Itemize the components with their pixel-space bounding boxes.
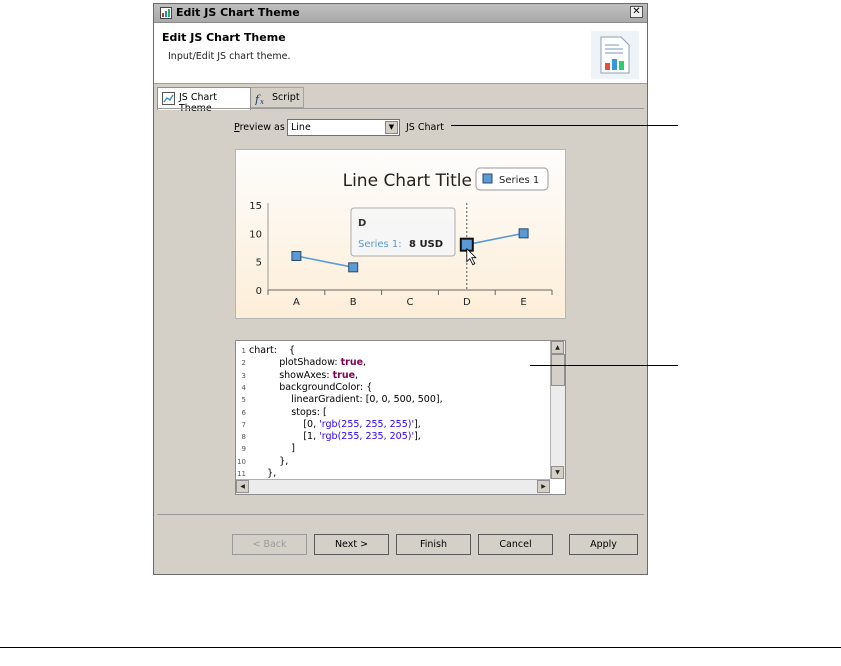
tab-label: Script bbox=[272, 92, 300, 103]
tooltip-value: 8 USD bbox=[409, 239, 444, 250]
svg-text:x: x bbox=[260, 98, 264, 105]
code-line bbox=[236, 345, 295, 357]
code-token: }, bbox=[249, 455, 289, 467]
label-rest: review as bbox=[239, 122, 285, 133]
y-tick-label: 15 bbox=[249, 201, 262, 212]
code-line bbox=[236, 357, 366, 369]
chart-kind-label: JS Chart bbox=[406, 122, 444, 133]
next-button[interactable]: Next > bbox=[314, 534, 389, 555]
x-tick-label: A bbox=[292, 297, 300, 308]
banner-description: Input/Edit JS chart theme. bbox=[168, 51, 291, 62]
script-editor[interactable] bbox=[235, 340, 566, 495]
preview-type-select[interactable] bbox=[287, 119, 400, 136]
edit-js-chart-theme-dialog bbox=[153, 3, 648, 575]
back-button[interactable]: < Back bbox=[232, 534, 307, 555]
chart-title: Line Chart Title bbox=[342, 171, 472, 191]
horizontal-scrollbar[interactable] bbox=[236, 479, 550, 494]
tooltip-series-label: Series 1: bbox=[358, 239, 402, 250]
line-number: 9 bbox=[241, 445, 246, 454]
tab-divider bbox=[157, 108, 644, 109]
line-number: 10 bbox=[237, 457, 246, 466]
legend-label: Series 1 bbox=[499, 175, 540, 186]
line-number: 11 bbox=[237, 470, 246, 478]
code-token: plotShadow: bbox=[249, 357, 341, 369]
scroll-left-icon[interactable]: ◀ bbox=[236, 480, 249, 493]
x-tick-label: E bbox=[520, 297, 527, 308]
code-token: [0, bbox=[249, 418, 320, 430]
code-token: stops: [ bbox=[249, 406, 327, 418]
code-token: linearGradient: [0, 0, 500, 500], bbox=[249, 394, 443, 406]
tab-js-chart-theme[interactable] bbox=[157, 87, 251, 110]
line-number: 7 bbox=[241, 420, 246, 429]
scroll-down-icon[interactable]: ▼ bbox=[551, 466, 564, 479]
tooltip-category: D bbox=[358, 218, 367, 229]
line-number: 8 bbox=[241, 433, 246, 442]
code-token: 'rgb(255, 235, 205)' bbox=[319, 431, 415, 443]
code-line bbox=[236, 443, 295, 455]
y-tick-label: 10 bbox=[249, 229, 262, 241]
button-bar-separator bbox=[157, 514, 644, 515]
banner-heading: Edit JS Chart Theme bbox=[162, 31, 286, 44]
data-point bbox=[349, 263, 358, 272]
finish-button[interactable]: Finish bbox=[396, 534, 471, 555]
apply-button[interactable]: Apply bbox=[569, 534, 638, 555]
line-number: 1 bbox=[241, 347, 246, 355]
tab-label: JS Chart bbox=[179, 92, 217, 103]
code-line bbox=[236, 370, 358, 382]
data-point bbox=[519, 229, 528, 238]
code-token: ] bbox=[249, 443, 295, 455]
data-point bbox=[292, 252, 301, 261]
scroll-right-icon[interactable]: ▶ bbox=[537, 480, 550, 493]
cancel-button[interactable]: Cancel bbox=[478, 534, 553, 555]
y-tick-label: 5 bbox=[255, 257, 262, 269]
chevron-down-icon[interactable]: ▼ bbox=[385, 121, 398, 134]
line-number: 4 bbox=[241, 383, 246, 392]
series-line bbox=[467, 233, 524, 244]
y-tick-label: 0 bbox=[255, 286, 262, 297]
code-token: true bbox=[332, 369, 356, 381]
wizard-banner bbox=[154, 23, 647, 84]
select-value: Line bbox=[291, 122, 311, 133]
page-bottom-rule bbox=[0, 647, 841, 648]
scroll-thumb[interactable] bbox=[551, 354, 565, 386]
chart-theme-icon bbox=[162, 92, 175, 105]
code-token: chart: { bbox=[249, 345, 296, 356]
code-token: }, bbox=[249, 468, 277, 479]
code-line bbox=[236, 431, 421, 443]
code-line bbox=[236, 394, 443, 406]
code-line bbox=[236, 382, 372, 394]
preview-as-label bbox=[234, 122, 285, 133]
code-line bbox=[236, 407, 327, 419]
code-line bbox=[236, 419, 421, 431]
code-token: 'rgb(255, 255, 255)' bbox=[319, 418, 415, 430]
wizard-document-icon bbox=[591, 31, 639, 79]
tab-script[interactable] bbox=[251, 87, 304, 108]
code-token: , bbox=[363, 357, 367, 369]
window-title: Edit JS Chart Theme bbox=[176, 6, 300, 19]
vertical-scrollbar[interactable] bbox=[550, 341, 565, 479]
callout-line-editor bbox=[530, 365, 678, 366]
close-icon: ✕ bbox=[632, 6, 641, 17]
series-line bbox=[296, 256, 353, 267]
callout-line-preview bbox=[451, 125, 678, 126]
scroll-up-icon[interactable]: ▲ bbox=[551, 341, 564, 354]
x-tick-label: B bbox=[349, 297, 357, 308]
code-token: backgroundColor: { bbox=[249, 381, 373, 393]
chart-preview bbox=[235, 149, 566, 319]
line-chart bbox=[236, 150, 565, 318]
line-number: 6 bbox=[241, 408, 246, 417]
code-token: true bbox=[340, 357, 364, 369]
mnemonic: P bbox=[234, 122, 240, 133]
x-tick-label: D bbox=[462, 297, 471, 308]
x-tick-label: C bbox=[406, 297, 414, 308]
fx-icon bbox=[255, 92, 268, 105]
code-token: ], bbox=[414, 431, 421, 443]
code-token: , bbox=[355, 369, 359, 381]
app-icon bbox=[160, 7, 172, 19]
title-bar[interactable] bbox=[154, 4, 647, 23]
code-token: [1, bbox=[249, 431, 320, 443]
code-line bbox=[236, 456, 288, 468]
legend-marker bbox=[483, 174, 492, 183]
code-token: ], bbox=[414, 418, 421, 430]
line-number: 5 bbox=[241, 396, 246, 405]
svg-text:f: f bbox=[255, 93, 260, 105]
line-number: 2 bbox=[241, 359, 246, 368]
code-token: showAxes: bbox=[249, 369, 333, 381]
line-number: 3 bbox=[241, 371, 246, 380]
close-button[interactable] bbox=[630, 6, 643, 18]
